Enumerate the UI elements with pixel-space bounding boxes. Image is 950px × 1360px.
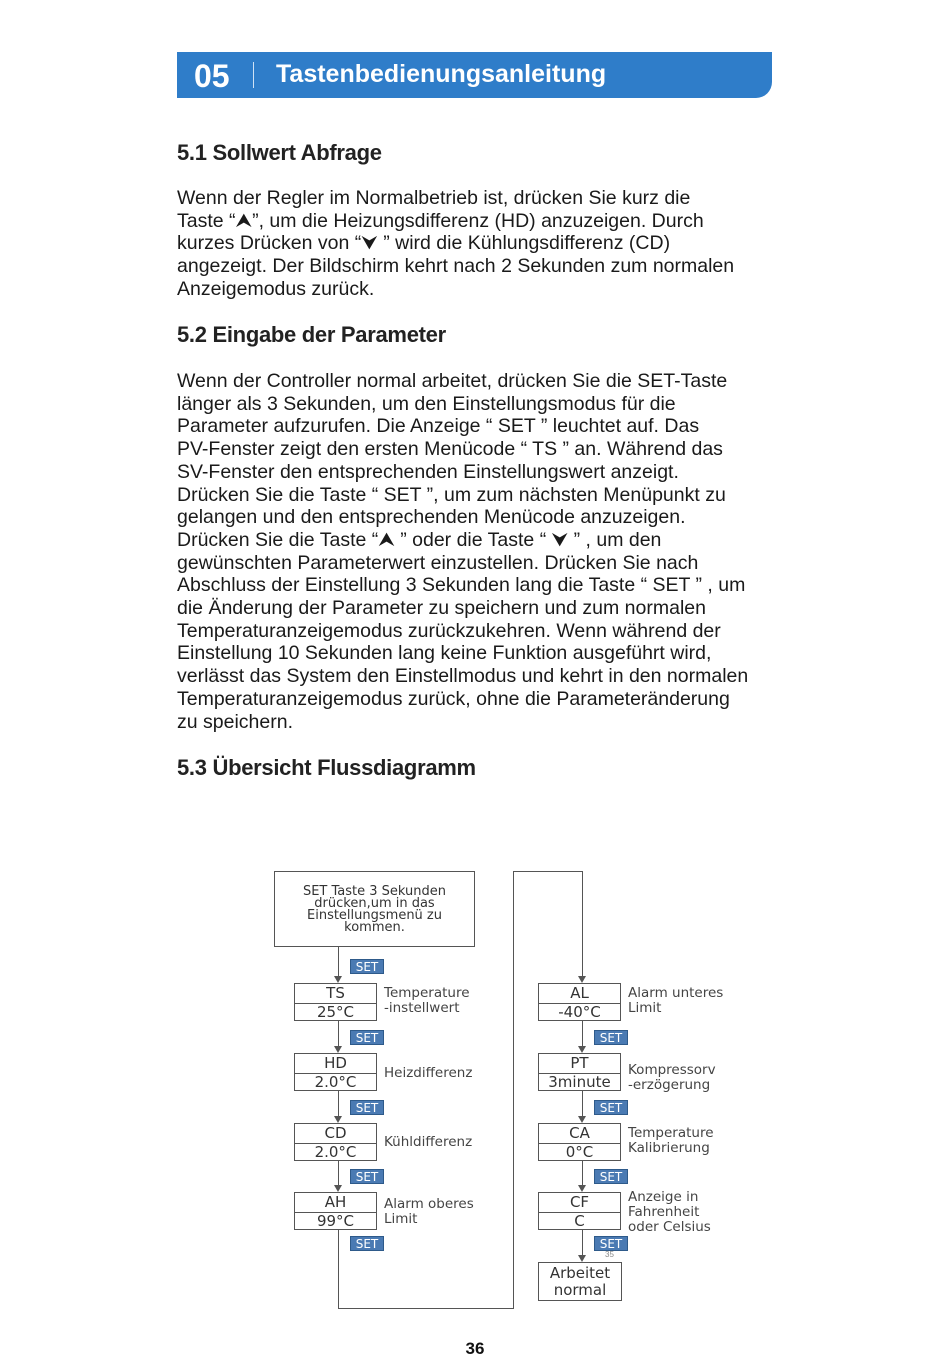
param-value: 25°C — [316, 1003, 355, 1021]
arrow-down-icon — [578, 1255, 586, 1262]
text-line: Temperaturanzeigemodus zurückzukehren. Wenn während der — [177, 619, 721, 642]
desc-line: -erzögerung — [628, 1077, 711, 1093]
param-value: 0°C — [565, 1143, 594, 1161]
param-box-ah — [294, 1192, 377, 1230]
param-description — [628, 986, 723, 1016]
connector-line — [338, 1308, 514, 1309]
text-line: Wenn der Controller normal arbeitet, drücken Sie die SET-Taste — [177, 370, 728, 392]
chapter-number: 05 — [194, 58, 230, 94]
desc-line: Temperature — [628, 1125, 714, 1141]
param-box-pt — [538, 1053, 621, 1091]
param-description — [628, 1190, 711, 1235]
param-box-al — [538, 983, 621, 1021]
set-label: SET — [594, 1030, 628, 1045]
param-box-hd — [294, 1053, 377, 1091]
param-box-ts — [294, 983, 377, 1021]
set-label: SET — [350, 1169, 384, 1184]
set-label: SET — [594, 1169, 628, 1184]
text-line: Abschluss der Einstellung 3 Sekunden lang die Taste “ SET ” , um — [177, 574, 746, 597]
param-description — [628, 1063, 716, 1093]
set-label: SET — [350, 959, 384, 974]
param-code: PT — [539, 1054, 620, 1074]
param-code: CF — [539, 1193, 620, 1213]
connector-line — [513, 871, 582, 872]
param-description — [384, 1135, 472, 1150]
param-code: HD — [295, 1054, 376, 1074]
set-label: SET — [594, 1236, 628, 1251]
param-description — [384, 1197, 474, 1227]
desc-line: oder Celsius — [628, 1219, 711, 1235]
desc-line: Limit — [384, 1211, 418, 1227]
param-description — [628, 1126, 714, 1156]
section-heading-5-2: 5.2 Eingabe der Parameter — [177, 322, 446, 347]
param-box-cf — [538, 1192, 621, 1230]
param-code: CA — [539, 1124, 620, 1144]
arrow-down-icon — [578, 976, 586, 983]
page-number: 36 — [465, 1339, 485, 1358]
text-line: verlässt das System den Einstellmodus und kehrt in den normalen — [177, 665, 749, 688]
chapter-title: Tastenbedienungsanleitung — [276, 60, 607, 88]
param-description — [384, 1066, 472, 1081]
param-value: C — [574, 1212, 585, 1230]
desc-line: -instellwert — [384, 1000, 460, 1016]
desc-line: Kühldifferenz — [384, 1134, 473, 1150]
text-line: Taste “⮝”, um die Heizungsdifferenz (HD) anzuzeigen. Durch — [177, 209, 704, 232]
arrow-down-icon — [578, 1116, 586, 1123]
section-heading-5-1: 5.1 Sollwert Abfrage — [177, 140, 382, 165]
text-line: Temperaturanzeigemodus zurück, ohne die Parameteränderung — [177, 687, 730, 710]
text-line: gelangen und den entsprechenden Menücode anzuzeigen. — [177, 506, 686, 529]
arrow-down-icon — [334, 976, 342, 983]
desc-line: Kalibrierung — [628, 1140, 710, 1156]
text-line: PV-Fenster zeigt den ersten Menücode “ TS ” an. Während das — [177, 438, 723, 461]
text-line: kurzes Drücken von “⮟ ” wird die Kühlungsdifferenz (CD) — [177, 232, 671, 255]
end-line: normal — [553, 1281, 607, 1299]
set-label: SET — [350, 1236, 384, 1251]
param-value: 99°C — [316, 1212, 355, 1230]
arrow-down-icon — [334, 1185, 342, 1192]
connector-line — [338, 1230, 339, 1308]
arrow-down-icon — [334, 1046, 342, 1053]
text-line: Parameter aufzurufen. Die Anzeige “ SET ” leuchtet auf. Das — [177, 415, 700, 438]
param-value: -40°C — [558, 1003, 601, 1021]
desc-line: Anzeige in — [628, 1189, 699, 1205]
arrow-down-icon — [578, 1185, 586, 1192]
text-line: Drücken Sie die Taste “ SET ”, um zum nächsten Menüpunkt zu — [177, 483, 726, 506]
text-line: die Änderung der Parameter zu speichern und zum normalen — [177, 597, 706, 620]
param-value: 2.0°C — [314, 1073, 357, 1091]
param-box-ca — [538, 1123, 621, 1161]
flowchart-end-box — [538, 1262, 622, 1301]
param-code: AH — [295, 1193, 376, 1213]
param-box-cd — [294, 1123, 377, 1161]
arrow-down-icon — [334, 1116, 342, 1123]
arrow-down-icon — [578, 1046, 586, 1053]
desc-line: Heizdifferenz — [384, 1065, 473, 1081]
desc-line: Temperature — [384, 985, 470, 1001]
small-mark: 35 — [605, 1250, 614, 1259]
text-line: Einstellung 10 Sekunden lang keine Funktion ausgeführt wird, — [177, 642, 712, 665]
text-line: Anzeigemodus zurück. — [177, 277, 375, 300]
text-line: Wenn der Regler im Normalbetrieb ist, drücken Sie kurz die — [177, 187, 691, 209]
flowchart-start-box: SET Taste 3 Sekunden drücken,um in das Einstellungsmenü zu kommen. — [274, 871, 475, 947]
set-label: SET — [350, 1100, 384, 1115]
text-line: angezeigt. Der Bildschirm kehrt nach 2 Sekunden zum normalen — [177, 255, 735, 278]
set-label: SET — [594, 1100, 628, 1115]
text-line: SV-Fenster den entsprechenden Einstellungswert anzeigt. — [177, 460, 679, 483]
desc-line: Fahrenheit — [628, 1204, 700, 1220]
set-label: SET — [350, 1030, 384, 1045]
param-value: 3minute — [548, 1073, 611, 1091]
end-line: Arbeitet — [549, 1264, 611, 1282]
text-line: Drücken Sie die Taste “⮝ ” oder die Taste “ ⮟ ” , um den — [177, 528, 662, 551]
param-code: TS — [295, 984, 376, 1004]
desc-line: Limit — [628, 1000, 662, 1016]
text-line: länger als 3 Sekunden, um den Einstellungsmodus für die — [177, 392, 676, 415]
connector-line — [582, 871, 583, 981]
text-line: zu speichern. — [177, 710, 293, 733]
param-code: AL — [539, 984, 620, 1004]
param-code: CD — [295, 1124, 376, 1144]
desc-line: Alarm unteres — [628, 985, 724, 1001]
desc-line: Alarm oberes — [384, 1196, 474, 1212]
param-description — [384, 986, 470, 1016]
param-value: 2.0°C — [314, 1143, 357, 1161]
section-heading-5-3: 5.3 Übersicht Flussdiagramm — [177, 755, 476, 780]
desc-line: Kompressorv — [628, 1062, 716, 1078]
text-line: gewünschten Parameterwert einzustellen. Drücken Sie nach — [177, 551, 699, 574]
connector-line — [513, 871, 514, 1309]
